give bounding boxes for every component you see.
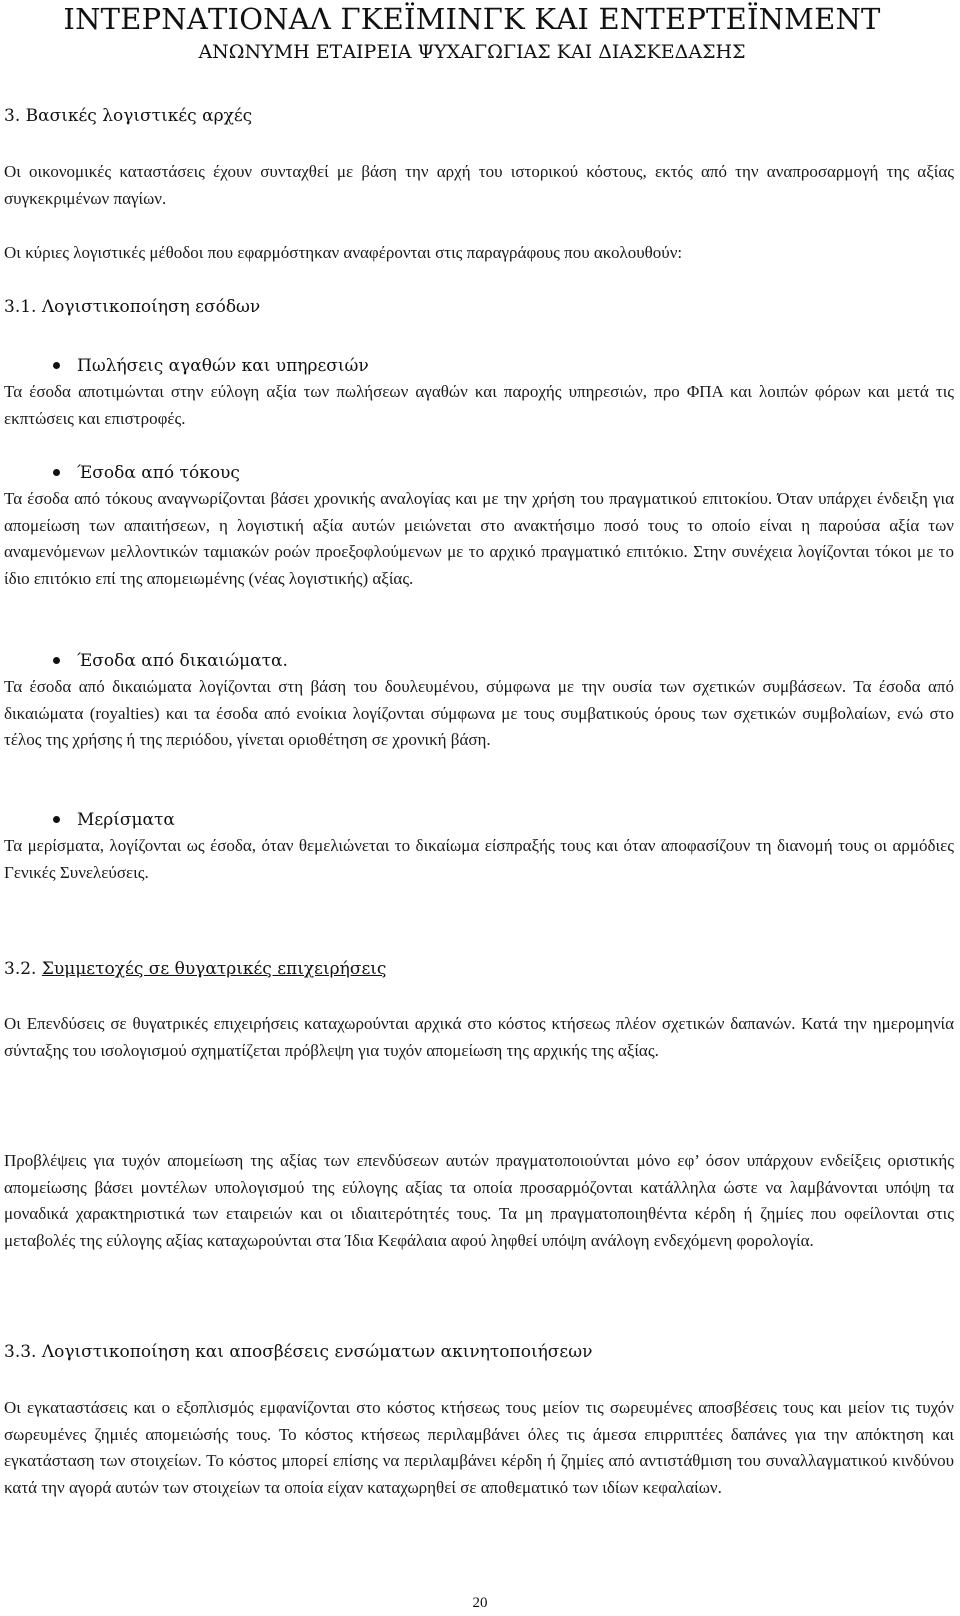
page-header bbox=[0, 2, 960, 64]
section-3-paragraph-1: Οι οικονομικές καταστάσεις έχουν συνταχθεί με βάση την αρχή του ιστορικού κόστους, εκτός από την αναπροσαρμογή της αξίας συγκεκριμένων παγίων. bbox=[4, 162, 954, 208]
company-name: ΙΝΤΕΡΝΑΤΙΟΝΑΛ ΓΚΕΪΜΙΝΓΚ ΚΑΙ ΕΝΤΕΡΤΕΪΝΜΕΝΤ bbox=[63, 2, 881, 36]
bullet-dot bbox=[53, 816, 60, 823]
section-3-1-heading: 3.1. Λογιστικοποίηση εσόδων bbox=[4, 297, 261, 317]
section-3-2-title: Συμμετοχές σε θυγατρικές επιχειρήσεις bbox=[41, 959, 387, 979]
section-3-2-number: 3.2. bbox=[4, 959, 37, 979]
page-number: 20 bbox=[472, 1595, 488, 1611]
bullet-dividends-label: Μερίσματα bbox=[77, 810, 175, 830]
bullet-interest-label: Έσοδα από τόκους bbox=[77, 463, 240, 483]
bullet-royalties-text: Τα έσοδα από δικαιώματα λογίζονται στη βάση του δουλευμένου, σύμφωνα με την ουσία των σχετικών συμβάσεων. Τα έσοδα από δικαιώματα (royalties) και τα έσοδα από ενοίκια λογίζονται σύμφωνα με τους συμβατικούς όρους των σχετικών συμβολαίων, ενώ στο τέλος της χρήσης ή της περιόδου, γίνεται οριοθέτηση σε χρονική βάση. bbox=[4, 677, 954, 750]
bullet-dividends-text: Τα μερίσματα, λογίζονται ως έσοδα, όταν θεμελιώνεται το δικαίωμα είσπραξής τους και όταν αποφασίζουν τη διανομή τους οι αρμόδιες Γενικές Συνελεύσεις. bbox=[4, 836, 954, 882]
bullet-interest-text: Τα έσοδα από τόκους αναγνωρίζονται βάσει χρονικής αναλογίας και με την χρήση του πραγματικού επιτοκίου. Όταν υπάρχει ένδειξη για απομείωση των απαιτήσεων, η λογιστική αξία αυτών μειώνεται στο ανακτήσιμο ποσό τους το οποίο είναι η παρούσα αξία των αναμενόμενων μελλοντικών ταμιακών ροών προεξοφλούμενων με το αρχικό πραγματικό επιτόκιο. Στην συνέχεια λογίζονται τόκοι με το ίδιο επιτόκιο επί της απομειωμένης (νέας λογιστικής) αξίας. bbox=[4, 489, 954, 588]
company-legal-name: ΑΝΩΝΥΜΗ ΕΤΑΙΡΕΙΑ ΨΥΧΑΓΩΓΙΑΣ ΚΑΙ ΔΙΑΣΚΕΔΑΣΗΣ bbox=[198, 41, 746, 63]
bullet-dot bbox=[53, 657, 60, 664]
section-3-heading: 3. Βασικές λογιστικές αρχές bbox=[4, 106, 253, 126]
bullet-sales-text: Τα έσοδα αποτιμώνται στην εύλογη αξία των πωλήσεων αγαθών και παροχής υπηρεσιών, προ ΦΠΑ και λοιπών φόρων και μετά τις εκπτώσεις και επιστροφές. bbox=[4, 382, 954, 428]
section-3-3-heading: 3.3. Λογιστικοποίηση και αποσβέσεις ενσώματων ακινητοποιήσεων bbox=[4, 1342, 593, 1362]
section-3-paragraph-2: Οι κύριες λογιστικές μέθοδοι που εφαρμόστηκαν αναφέρονται στις παραγράφους που ακολουθούν: bbox=[4, 243, 683, 262]
section-3-2-paragraph-2: Προβλέψεις για τυχόν απομείωση της αξίας των επενδύσεων αυτών πραγματοποιούνται μόνο εφ’ όσον υπάρχουν ενδείξεις οριστικής απομείωσης βάσει μοντέλων υπολογισμού της εύλογης αξίας τα οποία προσαρμόζονται κατάλληλα ώστε να λαμβάνονται υπόψη τα μοναδικά χαρακτηριστικά των εταιρειών και οι ιδιαιτερότητές τους. Τα μη πραγματοποιηθέντα κέρδη ή ζημίες που οφείλονται στις μεταβολές της εύλογης αξίας καταχωρούνται στα Ίδια Κεφάλαια αφού ληφθεί υπόψη ανάλογη ενδεχόμενη φορολογία. bbox=[4, 1151, 954, 1250]
bullet-dot bbox=[53, 469, 60, 476]
bullet-royalties bbox=[0, 649, 600, 673]
bullet-interest bbox=[0, 461, 600, 485]
bullet-royalties-label: Έσοδα από δικαιώματα. bbox=[77, 651, 288, 671]
bullet-sales bbox=[0, 354, 600, 378]
section-3-2-paragraph-1: Οι Επενδύσεις σε θυγατρικές επιχειρήσεις καταχωρούνται αρχικά στο κόστος κτήσεως πλέον σχετικών δαπανών. Κατά την ημερομηνία σύνταξης του ισολογισμού σχηματίζεται πρόβλεψη για τυχόν απομείωση της αρχικής της αξίας. bbox=[4, 1014, 954, 1060]
section-3-3-paragraph-1: Οι εγκαταστάσεις και ο εξοπλισμός εμφανίζονται στο κόστος κτήσεως τους μείον τις σωρευμένες αποσβέσεις τους και μείον τις τυχόν σωρευμένες ζημιές απομειώσής τους. Το κόστος κτήσεως περιλαμβάνει όλες τις άμεσα επιρριπτέες δαπάνες για την απόκτηση και εγκατάσταση των στοιχείων. Το κόστος μπορεί επίσης να περιλαμβάνει κέρδη ή ζημίες από αντιστάθμιση του συναλλαγματικού κινδύνου κατά την αγορά αυτών των στοιχείων τα οποία είχαν καταχωρηθεί σε αποθεματικό των ιδίων κεφαλαίων. bbox=[4, 1398, 954, 1497]
section-3-2-heading bbox=[4, 958, 386, 980]
bullet-sales-label: Πωλήσεις αγαθών και υπηρεσιών bbox=[77, 356, 369, 376]
bullet-dot bbox=[53, 362, 60, 369]
bullet-dividends bbox=[0, 808, 600, 832]
